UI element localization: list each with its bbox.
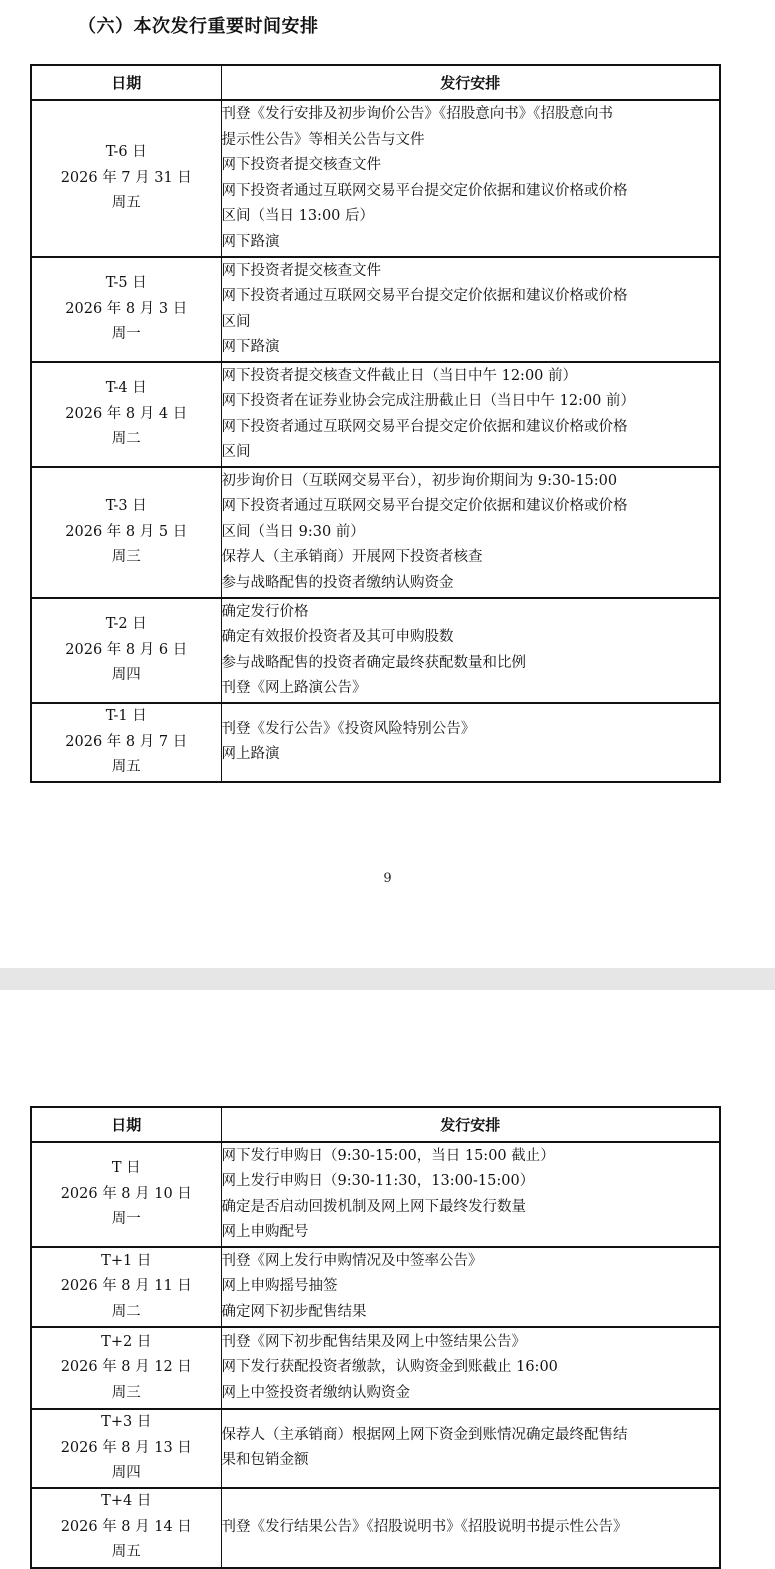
table-row xyxy=(31,1488,720,1568)
arrangement-line: 网上发行申购日（9:30-11:30，13:00-15:00） xyxy=(221,1173,535,1189)
document-page-2 xyxy=(0,990,775,1569)
arrangement-line: 网上中签投资者缴纳认购资金 xyxy=(221,1384,410,1401)
date-label: 2026 年 8 月 3 日 xyxy=(65,300,188,317)
arrangement-line: 网下投资者提交核查文件 xyxy=(221,157,381,173)
arrangement-line: 提示性公告》等相关公告与文件 xyxy=(221,131,425,148)
table-row xyxy=(31,100,720,257)
date-cell xyxy=(31,598,221,703)
arrangement-cell xyxy=(221,1142,720,1247)
weekday-label: 周三 xyxy=(111,549,141,566)
table-row xyxy=(31,703,720,782)
page-number: 9 xyxy=(383,871,392,886)
arrangement-line: 网上路演 xyxy=(221,746,280,763)
arrangement-cell xyxy=(221,362,720,467)
arrangement-line: 确定发行价格 xyxy=(221,603,309,620)
weekday-label: 周五 xyxy=(111,1544,141,1561)
arrangement-line: 确定是否启动回拨机制及网上网下最终发行数量 xyxy=(221,1198,526,1215)
arrangement-line: 网上申购摇号抽签 xyxy=(221,1278,338,1295)
arrangement-line: 参与战略配售的投资者缴纳认购资金 xyxy=(221,574,454,591)
arrangement-line: 初步询价日（互联网交易平台），初步询价期间为 9:30-15:00 xyxy=(221,472,618,489)
arrangement-line: 网下发行获配投资者缴款，认购资金到账截止 16:00 xyxy=(221,1359,558,1376)
date-cell xyxy=(31,362,221,467)
date-label: 2026 年 8 月 6 日 xyxy=(65,641,188,658)
arrangement-line: 网下投资者在证券业协会完成注册截止日（当日中午 12:00 前） xyxy=(221,393,636,409)
table-header-row xyxy=(31,65,720,100)
arrangement-cell xyxy=(221,467,720,598)
date-cell xyxy=(31,703,221,782)
arrangement-line: 网下发行申购日（9:30-15:00，当日 15:00 截止） xyxy=(221,1147,555,1164)
weekday-label: 周四 xyxy=(111,667,141,684)
table-row xyxy=(31,1409,720,1488)
table-row xyxy=(31,1247,720,1327)
day-label: T-6 日 xyxy=(105,144,147,161)
header-arrangement: 发行安排 xyxy=(221,1107,720,1142)
arrangement-cell xyxy=(221,1409,720,1488)
weekday-label: 周四 xyxy=(111,1465,141,1481)
table-row xyxy=(31,598,720,703)
date-label: 2026 年 8 月 10 日 xyxy=(60,1185,192,1202)
arrangement-line: 刊登《发行安排及初步询价公告》《招股意向书》《招股意向书 xyxy=(221,106,613,122)
arrangement-cell xyxy=(221,257,720,362)
arrangement-line: 刊登《网上发行申购情况及中签率公告》 xyxy=(221,1252,483,1269)
day-label: T+3 日 xyxy=(101,1414,152,1430)
day-label: T+2 日 xyxy=(101,1333,152,1350)
header-arrangement: 发行安排 xyxy=(221,65,720,100)
weekday-label: 周三 xyxy=(111,1384,141,1401)
weekday-label: 周一 xyxy=(111,326,141,343)
arrangement-cell xyxy=(221,1247,720,1327)
weekday-label: 周二 xyxy=(111,431,141,448)
arrangement-line: 网下投资者提交核查文件 xyxy=(221,262,381,279)
date-cell xyxy=(31,1488,221,1568)
arrangement-cell xyxy=(221,598,720,703)
date-label: 2026 年 8 月 14 日 xyxy=(60,1518,192,1535)
date-label: 2026 年 8 月 7 日 xyxy=(65,733,188,750)
date-cell xyxy=(31,1142,221,1247)
date-label: 2026 年 7 月 31 日 xyxy=(60,169,192,186)
arrangement-line: 区间 xyxy=(221,444,251,460)
arrangement-line: 网上申购配号 xyxy=(221,1224,309,1240)
date-cell xyxy=(31,1327,221,1409)
header-date: 日期 xyxy=(31,1107,221,1142)
arrangement-line: 区间（当日 9:30 前） xyxy=(221,523,365,540)
header-date: 日期 xyxy=(31,65,221,100)
table-row xyxy=(31,257,720,362)
arrangement-cell xyxy=(221,100,720,257)
date-label: 2026 年 8 月 4 日 xyxy=(65,405,188,422)
date-cell xyxy=(31,1247,221,1327)
date-label: 2026 年 8 月 13 日 xyxy=(60,1439,192,1456)
table-row xyxy=(31,467,720,598)
table-row xyxy=(31,362,720,467)
date-label: 2026 年 8 月 11 日 xyxy=(60,1278,192,1295)
weekday-label: 周五 xyxy=(111,759,141,775)
page-gap xyxy=(0,968,775,990)
arrangement-cell xyxy=(221,703,720,782)
arrangement-cell xyxy=(221,1488,720,1568)
arrangement-line: 果和包销金额 xyxy=(221,1452,309,1469)
day-label: T+4 日 xyxy=(101,1493,152,1510)
arrangement-line: 确定网下初步配售结果 xyxy=(221,1303,367,1320)
day-label: T-1 日 xyxy=(105,708,147,724)
day-label: T-3 日 xyxy=(105,498,147,515)
schedule-table-1 xyxy=(30,64,721,783)
arrangement-cell xyxy=(221,1327,720,1409)
day-label: T+1 日 xyxy=(101,1252,152,1269)
date-cell xyxy=(31,467,221,598)
arrangement-line: 确定有效报价投资者及其可申购股数 xyxy=(221,629,454,645)
weekday-label: 周五 xyxy=(111,195,141,212)
arrangement-line: 刊登《发行公告》《投资风险特别公告》 xyxy=(221,720,476,737)
arrangement-line: 参与战略配售的投资者确定最终获配数量和比例 xyxy=(221,654,526,671)
arrangement-line: 网下投资者通过互联网交易平台提交定价依据和建议价格或价格 xyxy=(221,498,628,515)
arrangement-line: 网下投资者通过互联网交易平台提交定价依据和建议价格或价格 xyxy=(221,288,628,304)
schedule-table-2 xyxy=(30,1106,721,1569)
arrangement-line: 网下投资者提交核查文件截止日（当日中午 12:00 前） xyxy=(221,367,578,384)
table-header-row xyxy=(31,1107,720,1142)
arrangement-line: 保荐人（主承销商）根据网上网下资金到账情况确定最终配售结 xyxy=(221,1426,628,1443)
arrangement-line: 区间 xyxy=(221,313,251,330)
section-title: （六）本次发行重要时间安排 xyxy=(78,16,319,37)
table-row xyxy=(31,1327,720,1409)
day-label: T-2 日 xyxy=(105,616,147,633)
date-label: 2026 年 8 月 5 日 xyxy=(65,523,188,540)
arrangement-line: 网下投资者通过互联网交易平台提交定价依据和建议价格或价格 xyxy=(221,182,628,199)
date-cell xyxy=(31,257,221,362)
weekday-label: 周一 xyxy=(111,1211,141,1228)
arrangement-line: 保荐人（主承销商）开展网下投资者核查 xyxy=(221,549,483,566)
arrangement-line: 网下路演 xyxy=(221,233,280,250)
date-cell xyxy=(31,1409,221,1488)
arrangement-line: 刊登《网下初步配售结果及网上中签结果公告》 xyxy=(221,1333,526,1350)
table-row xyxy=(31,1142,720,1247)
date-cell xyxy=(31,100,221,257)
day-label: T-4 日 xyxy=(105,380,147,397)
arrangement-line: 刊登《发行结果公告》《招股说明书》《招股说明书提示性公告》 xyxy=(221,1518,628,1535)
weekday-label: 周二 xyxy=(111,1303,141,1320)
day-label: T 日 xyxy=(111,1160,141,1177)
day-label: T-5 日 xyxy=(105,275,147,292)
arrangement-line: 网下路演 xyxy=(221,339,280,355)
arrangement-line: 刊登《网上路演公告》 xyxy=(221,680,367,696)
arrangement-line: 区间（当日 13:00 后） xyxy=(221,208,375,224)
arrangement-line: 网下投资者通过互联网交易平台提交定价依据和建议价格或价格 xyxy=(221,418,628,435)
date-label: 2026 年 8 月 12 日 xyxy=(60,1359,192,1376)
